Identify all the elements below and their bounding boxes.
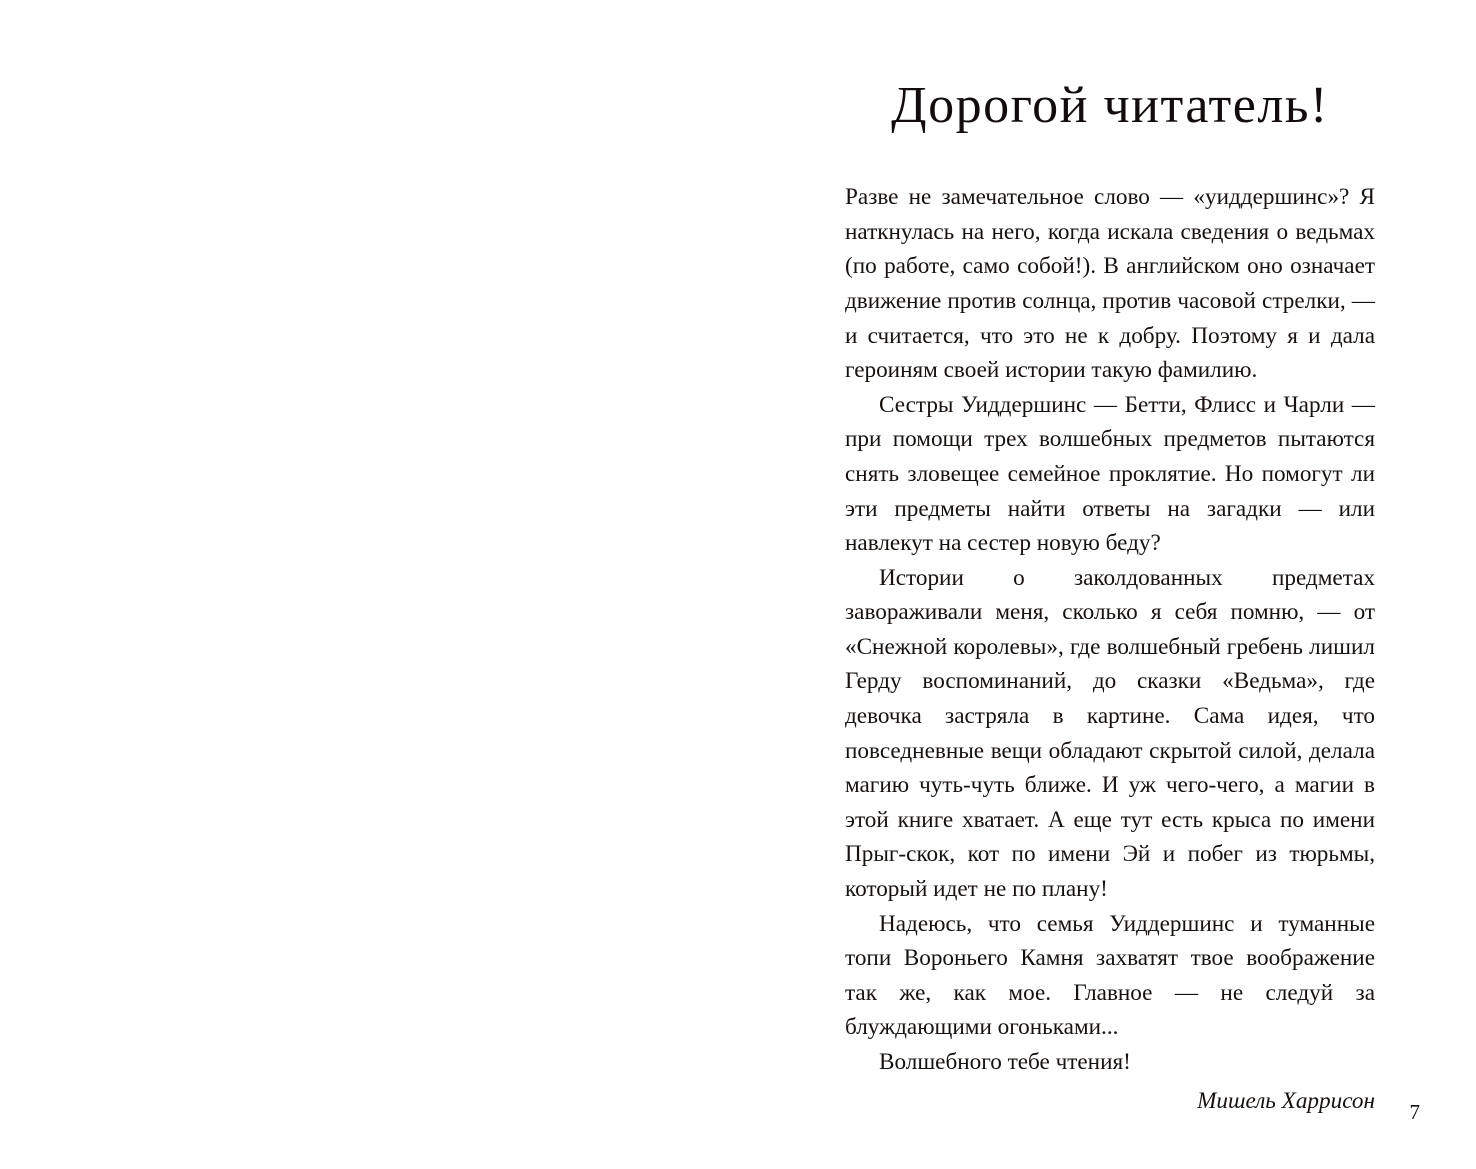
page-content <box>845 78 1375 1118</box>
letter-body <box>845 180 1375 1079</box>
paragraph-2: Сестры Уиддершинс — Бетти, Флисс и Чарли — при помощи трех волшебных предметов пытаются снять зловещее семейное проклятие. Но помогут ли эти предметы найти ответы на загадки — или навлекут на сестер новую беду? <box>845 391 1375 557</box>
author-signature: Мишель Харрисон <box>1197 1087 1375 1114</box>
paragraph-4: Надеюсь, что семья Уиддершинс и туманные топи Вороньего Камня захватят твое воображение так же, как мое. Главное — не следуй за блуждающими огоньками... <box>845 910 1375 1041</box>
page-title: Дорогой читатель! <box>891 77 1329 134</box>
paragraph-5: Волшебного тебе чтения! <box>879 1049 1131 1075</box>
paragraph-1: Разве не замечательное слово — «уиддершинс»? Я наткнулась на него, когда искала сведения о ведьмах (по работе, само собой!). В английском оно означает движение против солнца, против часовой стрелки, — и считается, что это не к добру. Поэтому я и дала героиням своей истории такую фамилию. <box>845 184 1375 384</box>
paragraph-3: Истории о заколдованных предметах завораживали меня, сколько я себя помню, — от «Снежной королевы», где волшебный гребень лишил Герду воспоминаний, до сказки «Ведьма», где девочка застряла в картине. Сама идея, что повседневные вещи обладают скрытой силой, делала магию чуть-чуть ближе. И уж чего-чего, а магии в этой книге хватает. А еще тут есть крыса по имени Прыг-скок, кот по имени Эй и побег из тюрьмы, который идет не по плану! <box>845 564 1375 903</box>
page-number: 7 <box>1409 1100 1420 1124</box>
